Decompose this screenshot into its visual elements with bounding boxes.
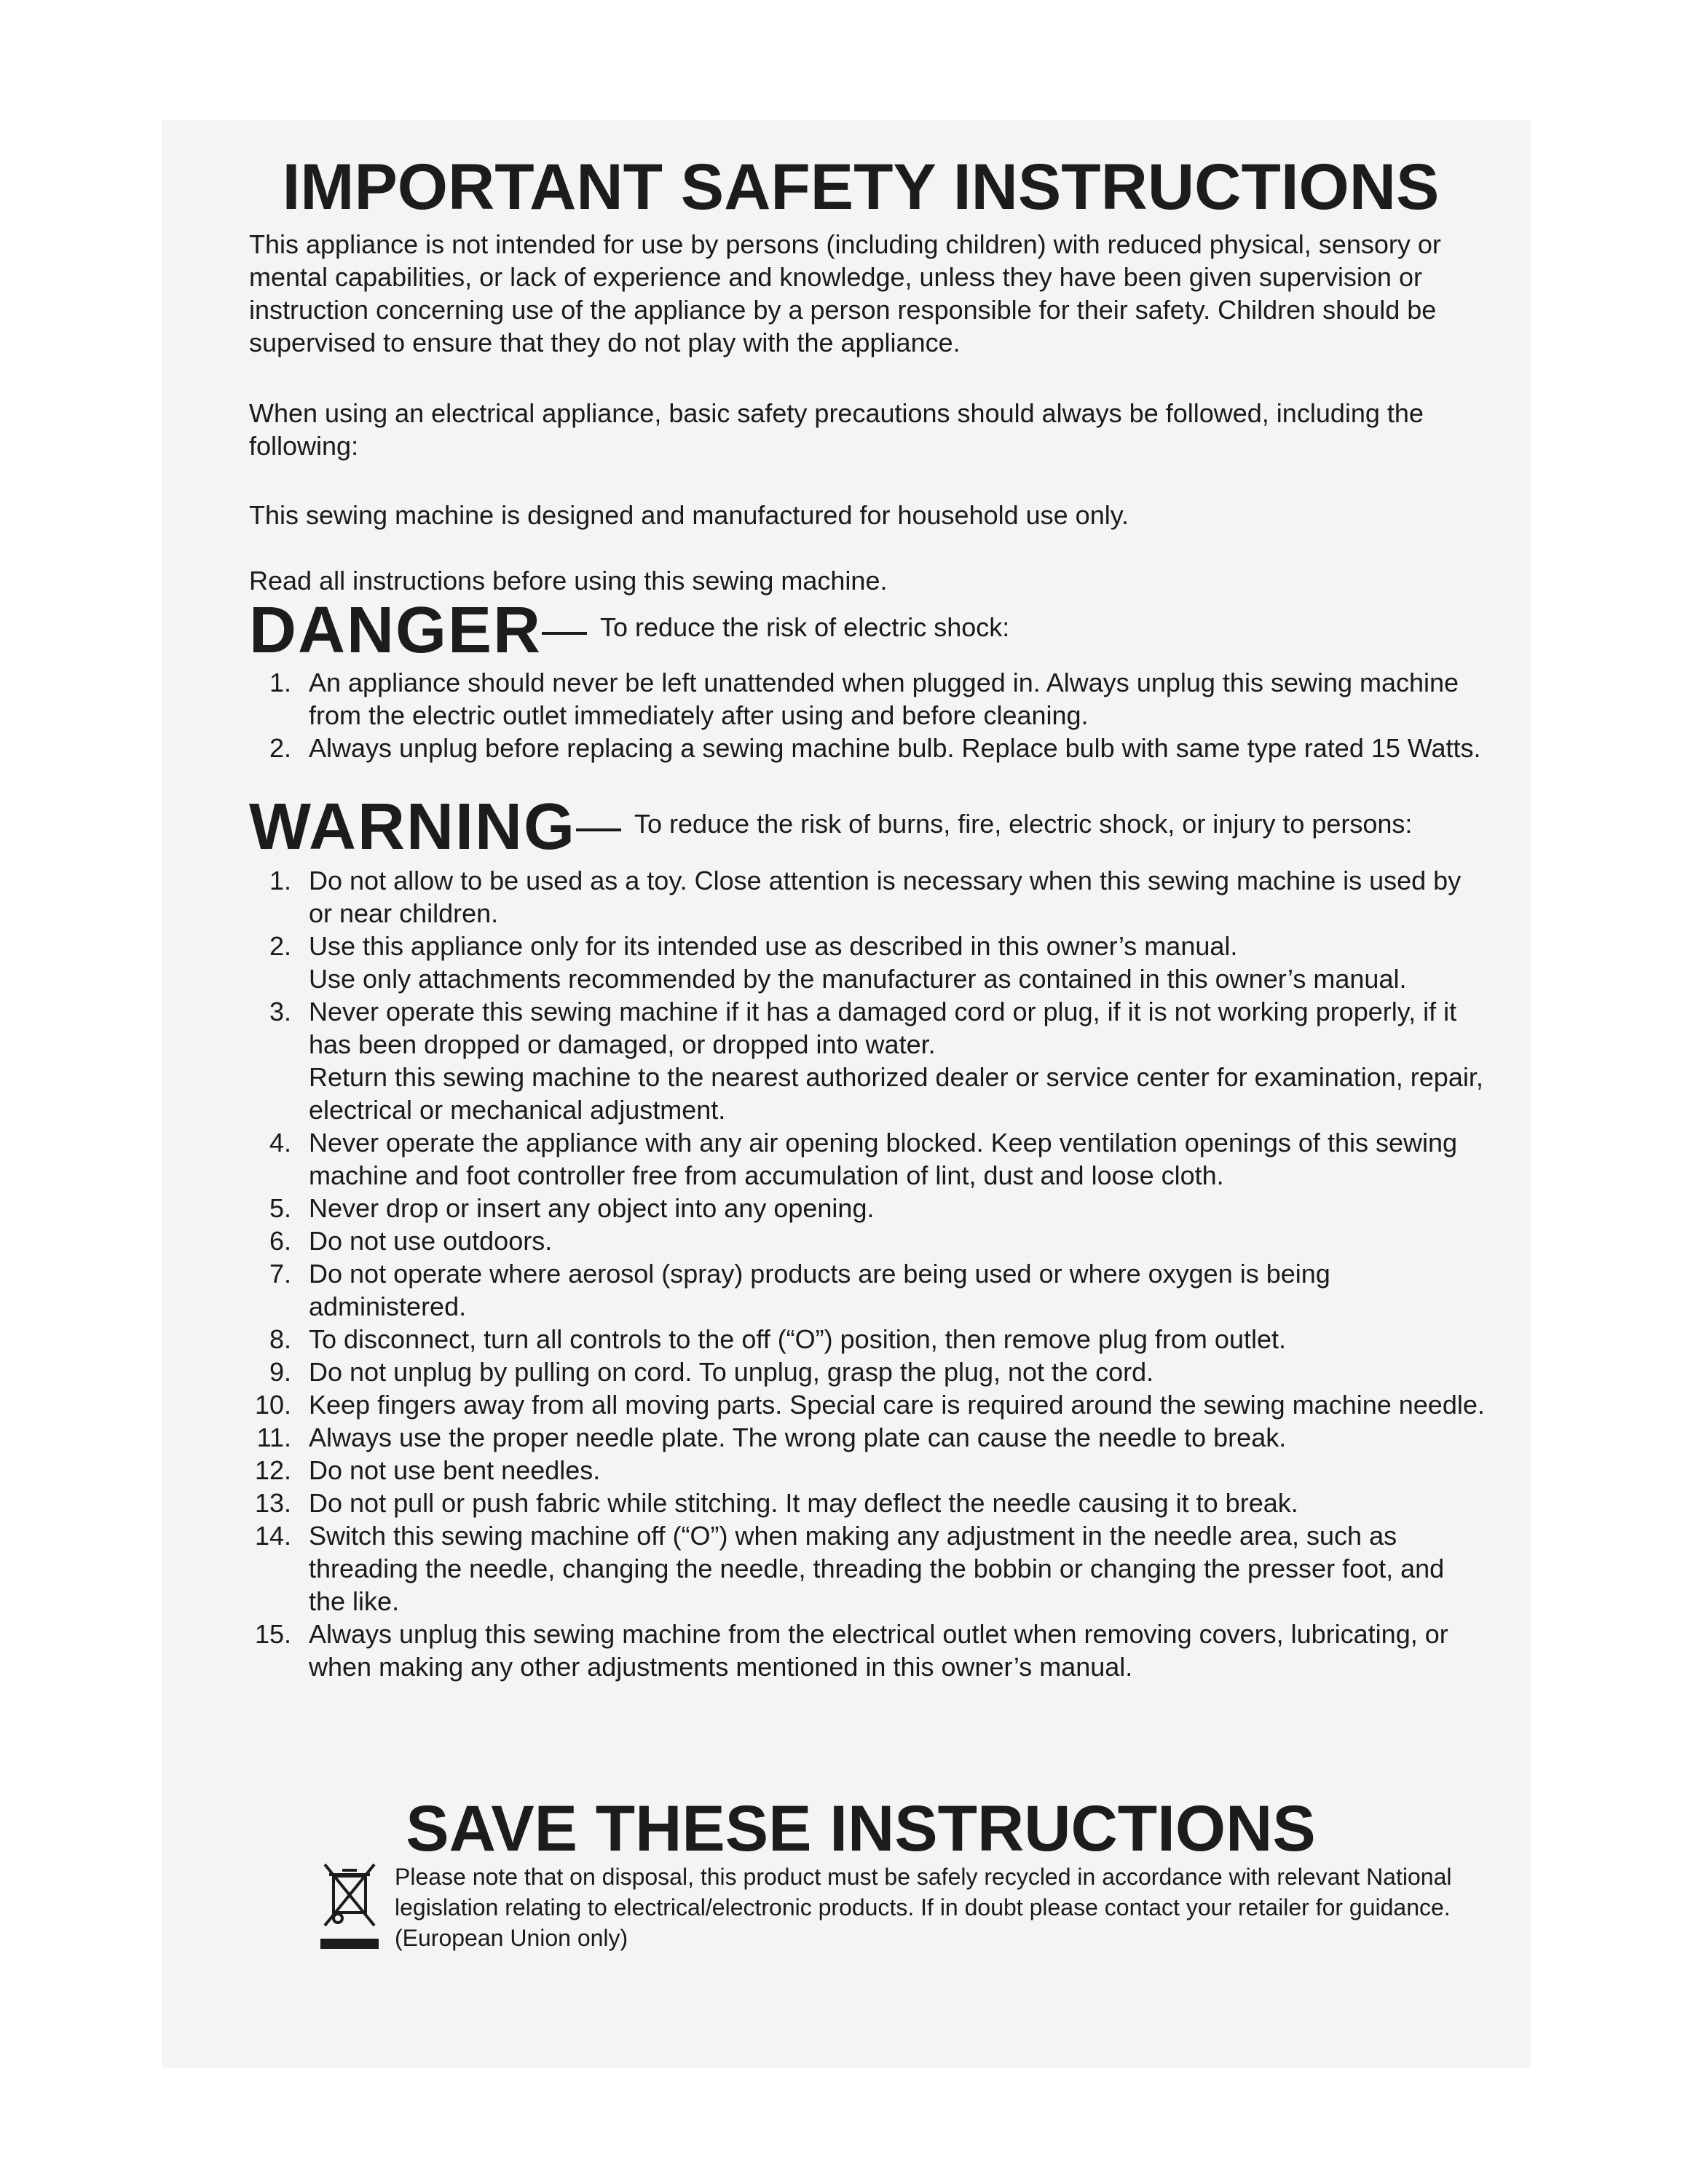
item-text: Do not use bent needles. — [309, 1455, 601, 1485]
item-number: 14. — [254, 1521, 291, 1551]
intro-paragraph: When using an electrical appliance, basic safety precautions should always be followed, including the following: — [249, 398, 1424, 461]
item-number: 15. — [254, 1619, 291, 1649]
item-number: 5. — [269, 1193, 291, 1223]
item-number: 7. — [269, 1259, 291, 1289]
item-text: Always use the proper needle plate. The wrong plate can cause the needle to break. — [309, 1423, 1287, 1452]
warning-list — [249, 864, 1487, 1683]
danger-heading — [249, 593, 1487, 668]
warning-item — [249, 1257, 1487, 1323]
item-text: Do not allow to be used as a toy. Close attention is necessary when this sewing machine is used by or near children. — [309, 866, 1462, 928]
warning-item — [249, 1618, 1487, 1683]
item-text: Switch this sewing machine off (“O”) when making any adjustment in the needle area, such as threading the needle, changing the needle, threading the bobbin or changing the presser foot, and the like. — [309, 1521, 1445, 1616]
danger-item — [249, 732, 1487, 764]
item-text: An appliance should never be left unattended when plugged in. Always unplug this sewing machine from the electric outlet immediately after using and before cleaning. — [309, 668, 1459, 730]
warning-subtitle: To reduce the risk of burns, fire, electric shock, or injury to persons: — [634, 809, 1413, 839]
item-number: 6. — [269, 1226, 291, 1256]
warning-item — [249, 864, 1487, 930]
item-text: Never operate the appliance with any air opening blocked. Keep ventilation openings of this sewing machine and foot controller free from accumulation of lint, dust and loose cloth. — [309, 1128, 1458, 1190]
item-number: 11. — [256, 1423, 291, 1452]
heading-dash — [542, 632, 587, 635]
item-number: 9. — [269, 1357, 291, 1387]
danger-label: DANGER — [249, 594, 543, 667]
warning-item — [249, 1388, 1487, 1421]
intro-paragraph: This sewing machine is designed and manufactured for household use only. — [249, 500, 1129, 530]
warning-item — [249, 1126, 1487, 1192]
item-text: Always unplug before replacing a sewing machine bulb. Replace bulb with same type rated 15 Watts. — [309, 733, 1481, 763]
warning-item — [249, 1487, 1487, 1519]
item-text: Do not pull or push fabric while stitching. It may deflect the needle causing it to break. — [309, 1488, 1298, 1518]
item-text: Never drop or insert any object into any opening. — [309, 1193, 875, 1223]
warning-item — [249, 1192, 1487, 1224]
item-number: 1. — [269, 866, 291, 895]
intro-paragraph: This appliance is not intended for use by persons (including children) with reduced physical, sensory or mental capabilities, or lack of experience and knowledge, unless they have been given supervision or instruction concerning use of the appliance by a person responsible for their safety. Children should be supervised to ensure that they do not play with the appliance. — [249, 229, 1441, 357]
item-text: Do not operate where aerosol (spray) products are being used or where oxygen is being administered. — [309, 1259, 1330, 1321]
warning-heading — [249, 790, 1487, 865]
warning-item — [249, 1454, 1487, 1487]
intro-paragraph: Read all instructions before using this sewing machine. — [249, 566, 888, 596]
item-text: Return this sewing machine to the nearest authorized dealer or service center for examination, repair, electrical or mechanical adjustment. — [309, 1062, 1483, 1125]
item-number: 4. — [269, 1128, 291, 1158]
item-number: 1. — [269, 668, 291, 697]
warning-item — [249, 1356, 1487, 1388]
item-text: Keep fingers away from all moving parts. Special care is required around the sewing machine needle. — [309, 1390, 1485, 1420]
item-text: Do not use outdoors. — [309, 1226, 553, 1256]
warning-item — [249, 930, 1487, 995]
warning-item — [249, 1519, 1487, 1618]
item-text: Always unplug this sewing machine from the electrical outlet when removing covers, lubricating, or when making any other adjustments mentioned in this owner’s manual. — [309, 1619, 1448, 1682]
warning-label: WARNING — [249, 791, 576, 863]
item-number: 10. — [254, 1390, 291, 1420]
disposal-text: Please note that on disposal, this product must be safely recycled in accordance with relevant National legislation relating to electrical/electronic products. If in doubt please contact your retailer for guidance. — [395, 1864, 1452, 1920]
item-text: To disconnect, turn all controls to the off (“O”) position, then remove plug from outlet. — [309, 1324, 1286, 1354]
item-number: 13. — [254, 1488, 291, 1518]
item-text: Do not unplug by pulling on cord. To unplug, grasp the plug, not the cord. — [309, 1357, 1154, 1387]
item-text: Never operate this sewing machine if it has a damaged cord or plug, if it is not working properly, if it has been dropped or damaged, or dropped into water. — [309, 997, 1457, 1059]
warning-item — [249, 1224, 1487, 1257]
disposal-notice — [395, 1861, 1531, 1953]
crossed-out-wheelie-bin-icon — [320, 1860, 379, 1955]
item-number: 2. — [269, 733, 291, 763]
item-text: Use this appliance only for its intended use as described in this owner’s manual. — [309, 931, 1238, 961]
danger-list — [249, 666, 1487, 764]
item-number: 2. — [269, 931, 291, 961]
disposal-region: (European Union only) — [395, 1925, 628, 1951]
warning-item — [249, 1421, 1487, 1454]
item-number: 8. — [269, 1324, 291, 1354]
heading-dash — [576, 828, 621, 831]
document-page — [162, 120, 1531, 2068]
item-text: Use only attachments recommended by the manufacturer as contained in this owner’s manual. — [309, 964, 1407, 994]
page-title: IMPORTANT SAFETY INSTRUCTIONS — [282, 150, 1440, 223]
save-instructions-title: SAVE THESE INSTRUCTIONS — [406, 1792, 1316, 1864]
item-number: 12. — [254, 1455, 291, 1485]
item-number: 3. — [269, 997, 291, 1026]
warning-item — [249, 995, 1487, 1126]
danger-subtitle: To reduce the risk of electric shock: — [600, 612, 1010, 642]
warning-item — [249, 1323, 1487, 1356]
danger-item — [249, 666, 1487, 732]
